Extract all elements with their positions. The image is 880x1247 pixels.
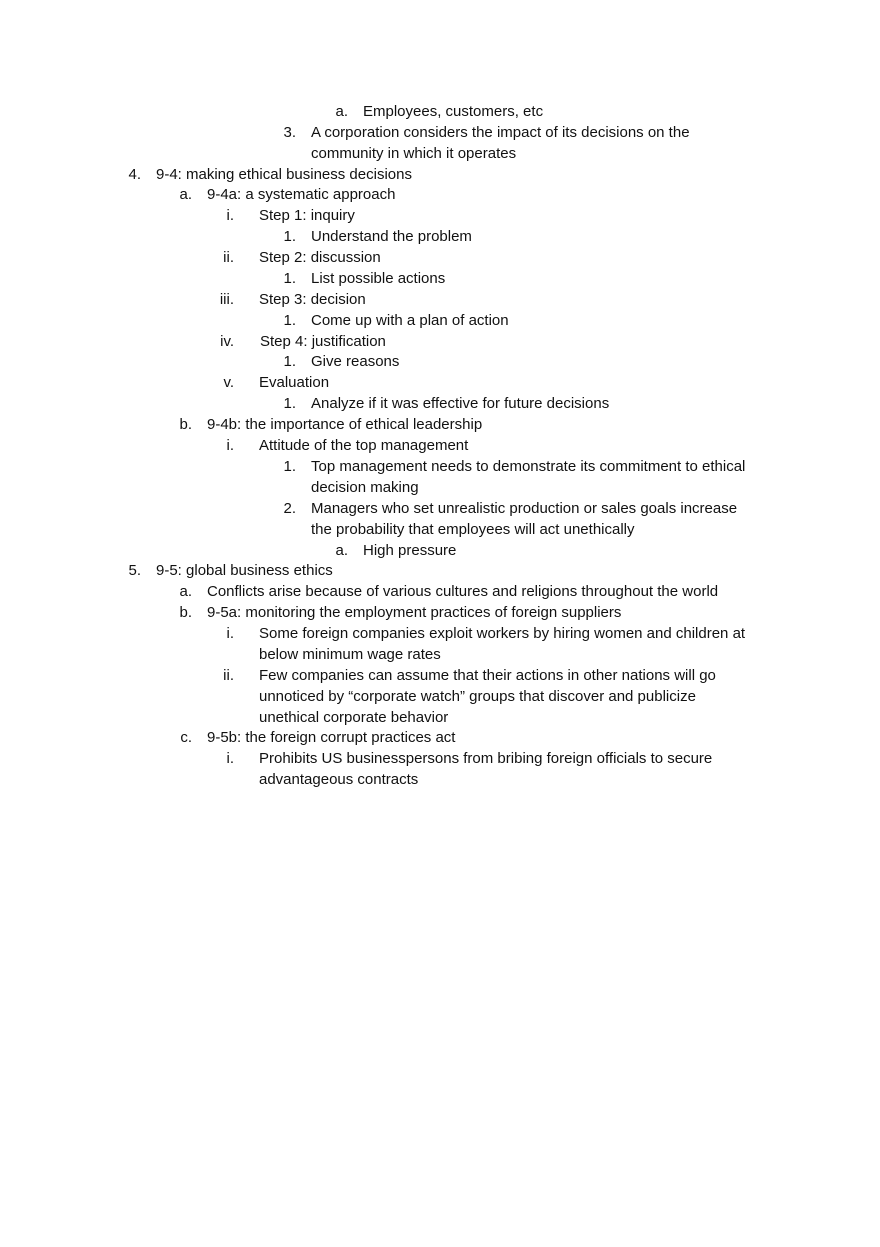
list-marker: i.	[226, 625, 234, 642]
list-item-text: Employees, customers, etc	[363, 103, 544, 120]
list-item-text: High pressure	[363, 542, 457, 559]
list-item-text: Managers who set unrealistic production or sales goals increase	[311, 500, 738, 517]
list-marker: iv.	[220, 333, 234, 350]
list-item-text: Step 4: justification	[260, 333, 386, 350]
list-item-text: Attitude of the top management	[259, 437, 469, 454]
list-marker: v.	[223, 374, 234, 391]
list-marker: 2.	[283, 500, 296, 517]
list-item-text: Step 3: decision	[259, 291, 366, 308]
list-item-text: Conflicts arise because of various cultures and religions throughout the world	[207, 583, 719, 600]
list-marker: a.	[179, 583, 192, 600]
list-marker: c.	[180, 729, 192, 746]
list-item-text: advantageous contracts	[259, 771, 419, 788]
list-marker: i.	[226, 207, 234, 224]
list-marker: 3.	[283, 124, 296, 141]
list-marker: 4.	[128, 166, 141, 183]
list-item-text: Step 2: discussion	[259, 249, 381, 266]
list-item-text: community in which it operates	[311, 145, 517, 162]
list-item-text: below minimum wage rates	[259, 646, 441, 663]
list-item-text: 9-5b: the foreign corrupt practices act	[207, 729, 456, 746]
list-item-text: List possible actions	[311, 270, 446, 287]
list-item-text: Evaluation	[259, 374, 330, 391]
list-item-text: A corporation considers the impact of its decisions on the	[311, 124, 690, 141]
list-marker: 1.	[283, 353, 296, 370]
list-item-text: Prohibits US businesspersons from bribing foreign officials to secure	[259, 750, 713, 767]
list-marker: a.	[335, 542, 348, 559]
list-item-text: the probability that employees will act unethically	[311, 521, 635, 538]
list-item-text: Give reasons	[311, 353, 400, 370]
list-item-text: Analyze if it was effective for future decisions	[311, 395, 610, 412]
list-marker: iii.	[219, 291, 234, 308]
list-marker: 1.	[283, 228, 296, 245]
list-marker: a.	[335, 103, 348, 120]
list-item-text: 9-5: global business ethics	[156, 562, 333, 579]
list-item-text: Come up with a plan of action	[311, 312, 509, 329]
list-marker: i.	[226, 750, 234, 767]
list-item-text: unnoticed by “corporate watch” groups that discover and publicize	[259, 688, 696, 705]
list-item-text: Top management needs to demonstrate its commitment to ethical	[311, 458, 746, 475]
list-item-text: decision making	[311, 479, 419, 496]
list-marker: 5.	[128, 562, 141, 579]
list-item-text: 9-4a: a systematic approach	[207, 186, 396, 203]
list-item-text: Some foreign companies exploit workers by hiring women and children at	[259, 625, 746, 642]
list-marker: i.	[226, 437, 234, 454]
list-item-text: unethical corporate behavior	[259, 709, 449, 726]
list-marker: 1.	[283, 270, 296, 287]
list-item-text: 9-5a: monitoring the employment practices of foreign suppliers	[207, 604, 622, 621]
list-item-text: 9-4b: the importance of ethical leadership	[207, 416, 483, 433]
list-item-text: 9-4: making ethical business decisions	[156, 166, 412, 183]
list-item-text: Step 1: inquiry	[259, 207, 355, 224]
list-marker: b.	[179, 604, 192, 621]
list-item-text: Few companies can assume that their actions in other nations will go	[259, 667, 716, 684]
list-marker: ii.	[223, 249, 234, 266]
list-marker: a.	[179, 186, 192, 203]
list-marker: 1.	[283, 395, 296, 412]
list-item-text: Understand the problem	[311, 228, 472, 245]
list-marker: b.	[179, 416, 192, 433]
list-marker: 1.	[283, 312, 296, 329]
list-marker: 1.	[283, 458, 296, 475]
list-marker: ii.	[223, 667, 234, 684]
